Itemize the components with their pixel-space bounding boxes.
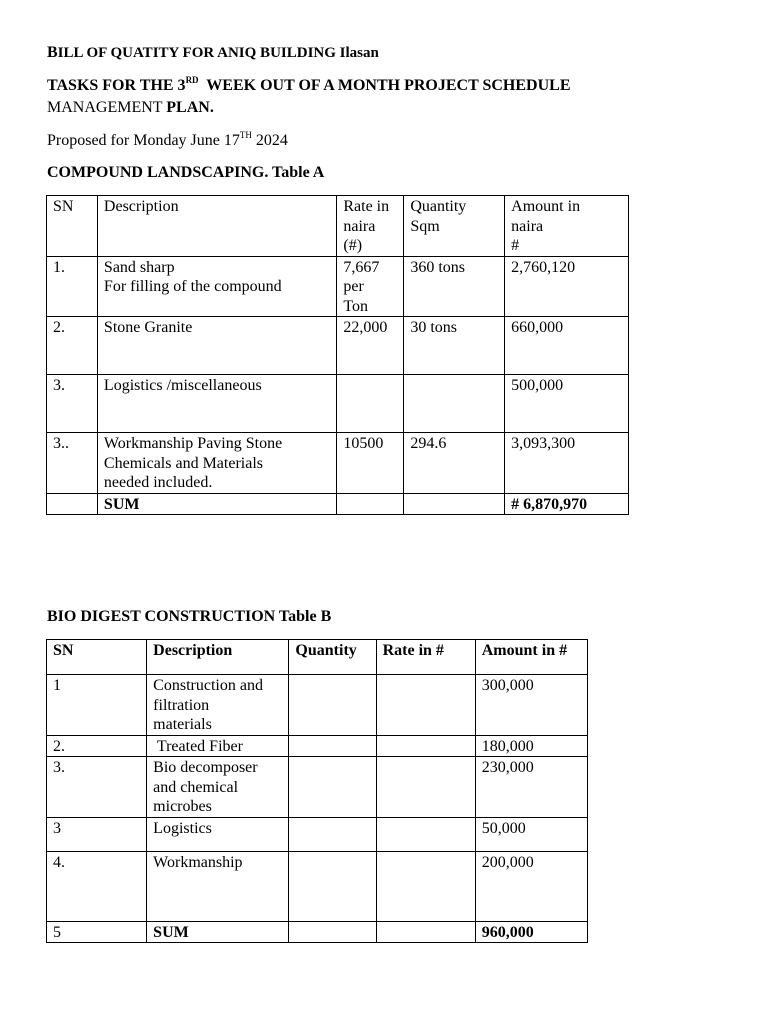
cell-rate bbox=[337, 375, 404, 433]
cell-rate bbox=[376, 817, 475, 851]
cell-sn bbox=[47, 493, 98, 515]
cell-amount: 200,000 bbox=[475, 851, 587, 921]
cell-sn: 3.. bbox=[47, 433, 98, 494]
table-row bbox=[47, 851, 588, 921]
cell-amount: 500,000 bbox=[505, 375, 629, 433]
cell-rate bbox=[337, 493, 404, 515]
cell-quantity bbox=[289, 851, 376, 921]
cell-rate bbox=[376, 757, 475, 818]
table-row bbox=[47, 375, 629, 433]
cell-description: Workmanship bbox=[147, 851, 289, 921]
table-a-header-rate: Rate in naira (#) bbox=[337, 196, 404, 257]
cell-description: Sand sharp For filling of the compound bbox=[97, 256, 336, 317]
table-row bbox=[47, 317, 629, 375]
tasks-heading-line2: MANAGEMENT PLAN. bbox=[47, 99, 214, 116]
tasks-heading: TASKS FOR THE 3RD WEEK OUT OF A MONTH PROJECT SCHEDULE bbox=[47, 75, 571, 94]
cell-amount: 180,000 bbox=[475, 735, 587, 757]
sum-total: # 6,870,970 bbox=[505, 493, 629, 515]
cell-quantity: 30 tons bbox=[404, 317, 505, 375]
cell-quantity bbox=[404, 493, 505, 515]
table-b-header-description: Description bbox=[147, 640, 289, 675]
cell-quantity bbox=[404, 375, 505, 433]
sum-label: SUM bbox=[147, 921, 289, 943]
sum-label: SUM bbox=[97, 493, 336, 515]
table-row bbox=[47, 433, 629, 494]
table-a-header-quantity: Quantity Sqm bbox=[404, 196, 505, 257]
table-a-header-sn: SN bbox=[47, 196, 98, 257]
table-b-heading: BIO DIGEST CONSTRUCTION Table B bbox=[47, 608, 332, 625]
cell-sn: 3. bbox=[47, 375, 98, 433]
table-a-header-row bbox=[47, 196, 629, 257]
cell-amount: 2,760,120 bbox=[505, 256, 629, 317]
cell-description: Logistics /miscellaneous bbox=[97, 375, 336, 433]
cell-sn: 3. bbox=[47, 757, 147, 818]
table-row bbox=[47, 735, 588, 757]
cell-quantity bbox=[289, 817, 376, 851]
table-a-header-amount: Amount in naira # bbox=[505, 196, 629, 257]
table-b-sum-row bbox=[47, 921, 588, 943]
cell-quantity: 360 tons bbox=[404, 256, 505, 317]
proposed-date: Proposed for Monday June 17TH 2024 bbox=[47, 130, 288, 149]
cell-rate: 22,000 bbox=[337, 317, 404, 375]
cell-sn: 1. bbox=[47, 256, 98, 317]
cell-rate: 10500 bbox=[337, 433, 404, 494]
cell-quantity bbox=[289, 921, 376, 943]
cell-rate: 7,667 per Ton bbox=[337, 256, 404, 317]
table-b-header-sn: SN bbox=[47, 640, 147, 675]
cell-quantity: 294.6 bbox=[404, 433, 505, 494]
cell-description: Workmanship Paving Stone Chemicals and Materials needed included. bbox=[97, 433, 336, 494]
table-a-compound-landscaping bbox=[46, 195, 629, 515]
cell-rate bbox=[376, 921, 475, 943]
table-a-heading: COMPOUND LANDSCAPING. Table A bbox=[47, 164, 325, 181]
table-b-header-quantity: Quantity bbox=[289, 640, 376, 675]
table-b-header-rate: Rate in # bbox=[376, 640, 475, 675]
table-b-header-amount: Amount in # bbox=[475, 640, 587, 675]
table-a-sum-row bbox=[47, 493, 629, 515]
cell-amount: 50,000 bbox=[475, 817, 587, 851]
cell-sn: 5 bbox=[47, 921, 147, 943]
table-b-bio-digest bbox=[46, 639, 588, 943]
cell-sn: 3 bbox=[47, 817, 147, 851]
document-title: BILL OF QUATITY FOR ANIQ BUILDING Ilasan bbox=[47, 44, 379, 61]
table-b-header-row bbox=[47, 640, 588, 675]
cell-sn: 2. bbox=[47, 735, 147, 757]
cell-quantity bbox=[289, 757, 376, 818]
cell-quantity bbox=[289, 735, 376, 757]
cell-description: Stone Granite bbox=[97, 317, 336, 375]
cell-quantity bbox=[289, 675, 376, 736]
cell-amount: 3,093,300 bbox=[505, 433, 629, 494]
table-row bbox=[47, 817, 588, 851]
sum-total: 960,000 bbox=[475, 921, 587, 943]
cell-sn: 2. bbox=[47, 317, 98, 375]
cell-rate bbox=[376, 675, 475, 736]
cell-sn: 4. bbox=[47, 851, 147, 921]
cell-rate bbox=[376, 851, 475, 921]
cell-description: Construction and filtration materials bbox=[147, 675, 289, 736]
table-row bbox=[47, 675, 588, 736]
cell-description: Treated Fiber bbox=[147, 735, 289, 757]
cell-description: Logistics bbox=[147, 817, 289, 851]
cell-description: Bio decomposer and chemical microbes bbox=[147, 757, 289, 818]
cell-amount: 230,000 bbox=[475, 757, 587, 818]
table-a-header-description: Description bbox=[97, 196, 336, 257]
table-row bbox=[47, 256, 629, 317]
cell-sn: 1 bbox=[47, 675, 147, 736]
cell-amount: 660,000 bbox=[505, 317, 629, 375]
cell-rate bbox=[376, 735, 475, 757]
cell-amount: 300,000 bbox=[475, 675, 587, 736]
table-row bbox=[47, 757, 588, 818]
